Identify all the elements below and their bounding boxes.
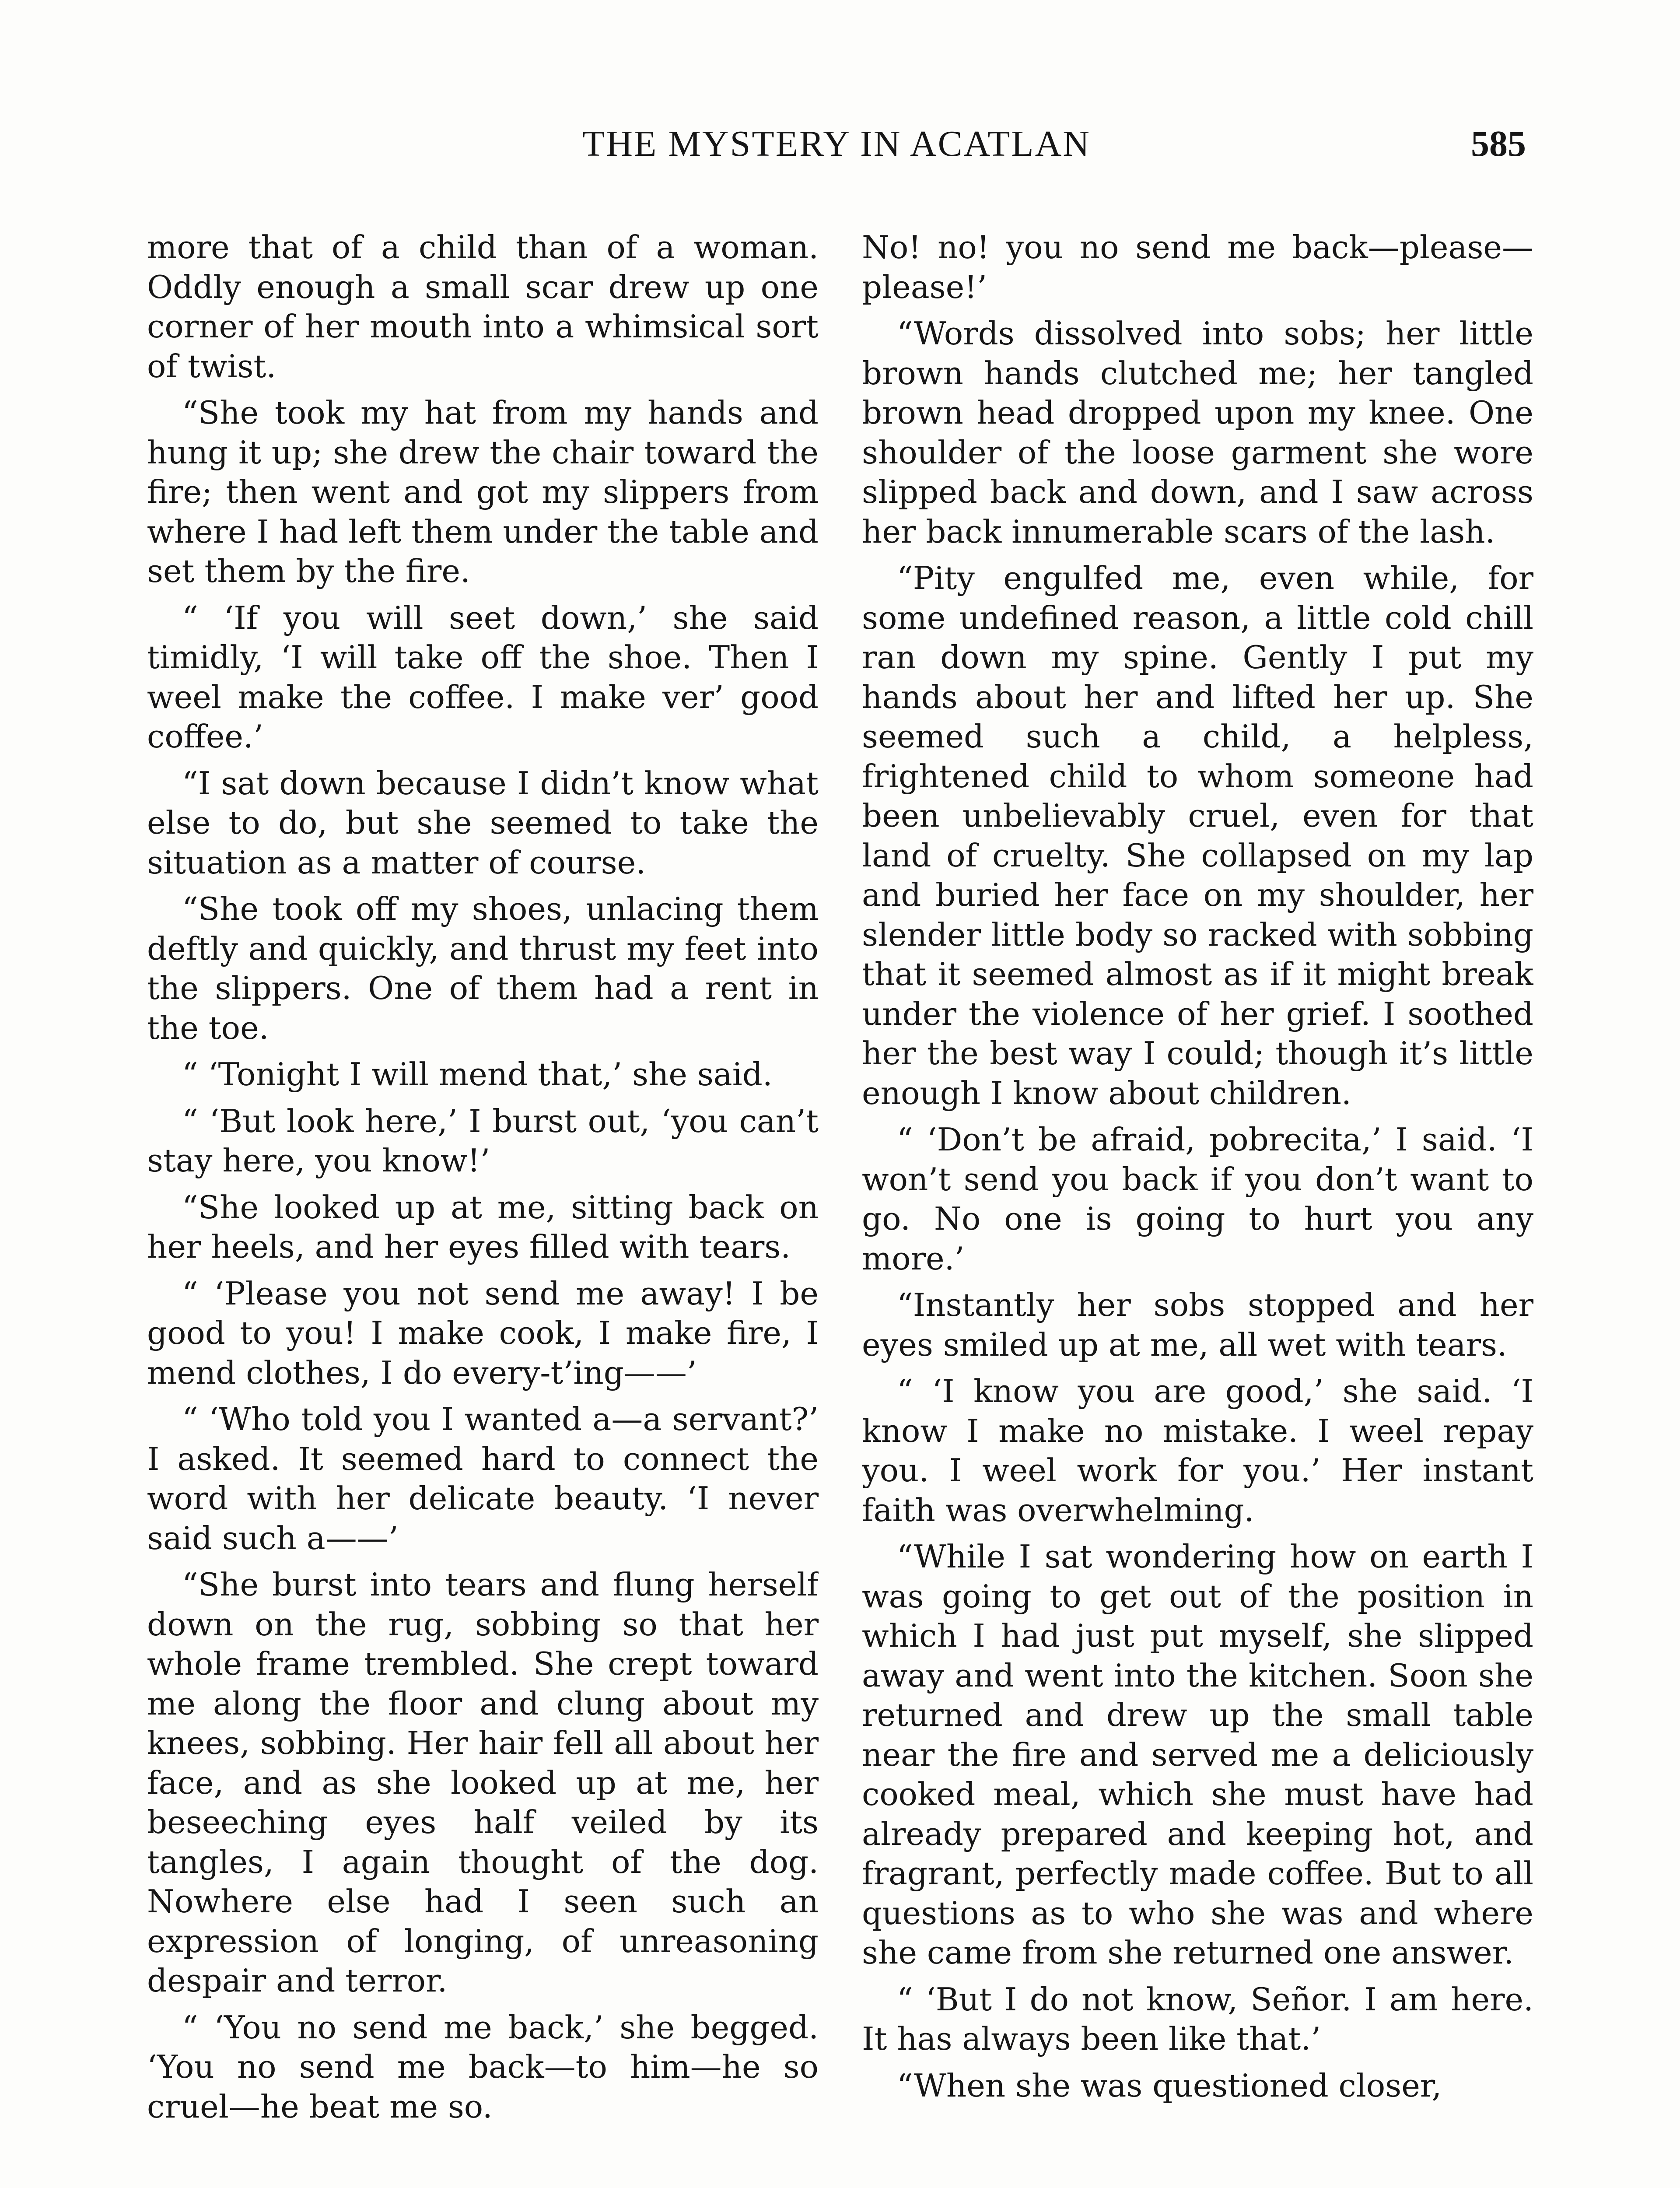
paragraph: “When she was questioned closer, [897, 2067, 1442, 2104]
paragraph: No! no! you no send me back—please—please!’ [862, 229, 1533, 305]
paragraph: “While I sat wondering how on earth I was going to get out of the position in which I had just put myself, she slipped away and went into the kitchen. Soon she returned and drew up the small table near the fire and served me a deliciously cooked meal, which she must have had already prepared and keeping hot, and fragrant, perfectly made coffee. But to all questions as to who she was and where she came from she returned one answer. [862, 1538, 1533, 1971]
paragraph: “ ‘But I do not know, Señor. I am here. It has always been like that.’ [862, 1981, 1533, 2057]
paragraph: “She looked up at me, sitting back on her heels, and her eyes filled with tears. [147, 1189, 819, 1265]
paragraph: “ ‘Don’t be afraid, pobrecita,’ I said. ‘I won’t send you back if you don’t want to go. No one is going to hurt you any more.’ [862, 1121, 1533, 1277]
right-column [862, 228, 1533, 2188]
paragraph: “She took off my shoes, unlacing them deftly and quickly, and thrust my feet into the slippers. One of them had a rent in the toe. [147, 891, 819, 1046]
paragraph: “ ‘You no send me back,’ she begged. ‘You no send me back—to him—he so cruel—he beat me so. [147, 2009, 819, 2125]
paragraph: more that of a child than of a woman. Oddly enough a small scar drew up one corner of her mouth into a whimsical sort of twist. [147, 229, 819, 385]
paragraph: “She burst into tears and flung herself down on the rug, sobbing so that her whole frame trembled. She crept toward me along the floor and clung about my knees, sobbing. Her hair fell all about her face, and as she looked up at me, her beseeching eyes half veiled by its tangles, I again thought of the dog. Nowhere else had I seen such an expression of longing, of unreasoning despair and terror. [147, 1566, 819, 1999]
paragraph: “ ‘I know you are good,’ she said. ‘I know I make no mistake. I weel repay you. I weel work for you.’ Her instant faith was overwhelming. [862, 1373, 1533, 1529]
page-header [147, 123, 1526, 179]
paragraph: “I sat down because I didn’t know what else to do, but she seemed to take the situation as a matter of course. [147, 764, 819, 881]
paragraph: “ ‘Tonight I will mend that,’ she said. [182, 1056, 773, 1093]
paragraph: “ ‘Please you not send me away! I be good to you! I make cook, I make fire, I mend clothes, I do every-t’ing——’ [147, 1275, 819, 1391]
paragraph: “She took my hat from my hands and hung it up; she drew the chair toward the fire; then went and got my slippers from where I had left them under the table and set them by the fire. [147, 394, 819, 589]
paragraph: “ ‘But look here,’ I burst out, ‘you can’t stay here, you know!’ [147, 1102, 819, 1179]
running-title: THE MYSTERY IN ACATLAN [582, 123, 1091, 164]
paragraph: “Words dissolved into sobs; her little brown hands clutched me; her tangled brown head dropped upon my knee. One shoulder of the loose garment she wore slipped back and down, and I saw across her back innumerable scars of the lash. [862, 315, 1533, 550]
paragraph: “ ‘Who told you I wanted a—a servant?’ I asked. It seemed hard to connect the word with her delicate beauty. ‘I never said such a——’ [147, 1401, 819, 1557]
paragraph: “ ‘If you will seet down,’ she said timidly, ‘I will take off the shoe. Then I weel make the coffee. I make ver’ good coffee.’ [147, 599, 819, 755]
left-column [147, 228, 819, 2188]
paragraph: “Pity engulfed me, even while, for some undefined reason, a little cold chill ran down my spine. Gently I put my hands about her and lifted her up. She seemed such a child, a helpless, frightened child to whom someone had been unbelievably cruel, even for that land of cruelty. She collapsed on my lap and buried her face on my shoulder, her slender little body so racked with sobbing that it seemed almost as if it might break under the violence of her grief. I soothed her the best way I could; though it’s little enough I know about children. [862, 560, 1533, 1112]
page-number: 585 [1471, 123, 1526, 164]
paragraph: “Instantly her sobs stopped and her eyes smiled up at me, all wet with tears. [862, 1287, 1533, 1363]
